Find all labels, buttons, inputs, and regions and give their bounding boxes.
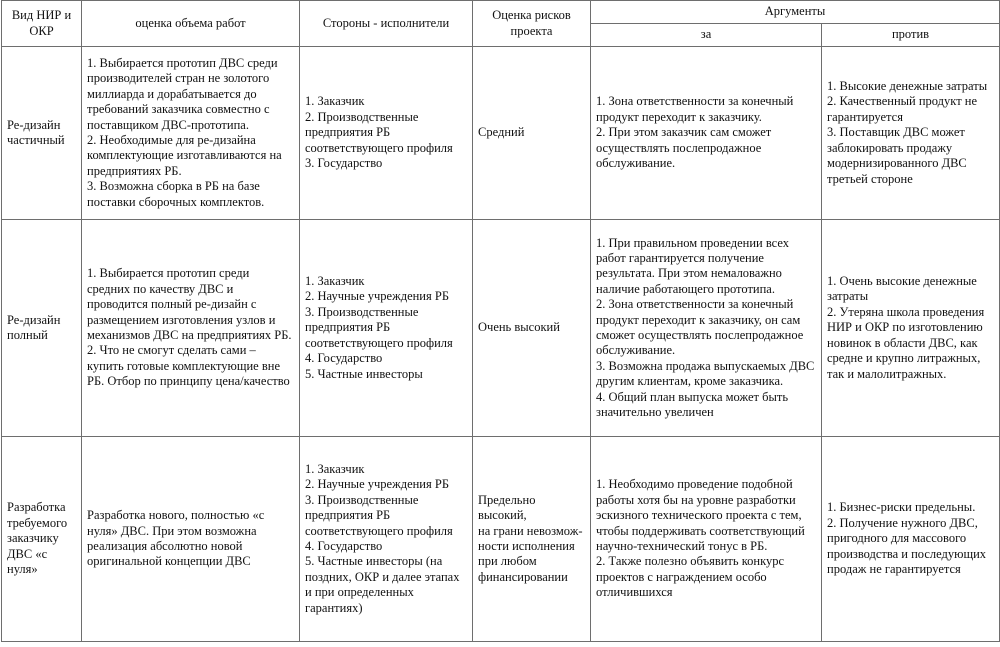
cell-paragraph: 1. Заказчик xyxy=(305,274,365,289)
type-cell xyxy=(2,437,82,642)
cell-paragraph: 2. При этом заказчик сам сможет осуществлять послепродажное обслуживание. xyxy=(596,125,772,171)
cell-paragraph: 2. Зона ответственности за конечный продукт переходит к заказчику, он сам сможет осуществлять послепродажное обслуживание. xyxy=(596,297,804,358)
for-cell xyxy=(591,220,822,437)
against-cell xyxy=(822,47,1000,220)
cell-paragraph: 1. Выбирается прототип ДВС среди производителей стран не золотого миллиарда и дорабатывается до требований заказчика совместно с поставщиком ДВС-прототипа. xyxy=(87,55,278,132)
cell-paragraph: 2. Научные учреждения РБ xyxy=(305,289,450,304)
cell-paragraph: 2. Что не смогут сделать сами – купить готовые комплектующие вне РБ. Отбор по принципу цена/качество xyxy=(87,343,290,389)
cell-paragraph: Предельно высокий, xyxy=(478,492,536,523)
table-row xyxy=(2,47,1000,220)
header-against: против xyxy=(822,24,1000,47)
header-for: за xyxy=(591,24,822,47)
cell-paragraph: Ре-дизайн полный xyxy=(7,312,61,342)
cell-paragraph: 1. Очень высокие денежные затраты xyxy=(827,274,977,304)
header-arguments: Аргументы xyxy=(591,1,1000,24)
header-risk: Оценка рисков проекта xyxy=(473,1,591,47)
cell-paragraph: 4. Государство xyxy=(305,351,383,366)
header-scope: оценка объема работ xyxy=(82,1,300,47)
cell-paragraph: 3. Возможна сборка в РБ на базе поставки сборочных комплектов. xyxy=(87,179,265,209)
cell-paragraph: Разработка требуемого заказчику ДВС «с нуля» xyxy=(7,500,68,577)
cell-paragraph: Средний xyxy=(478,125,525,140)
cell-paragraph: 3. Возможна продажа выпускаемых ДВС другим клиентам, кроме заказчика. xyxy=(596,358,815,389)
cell-paragraph: 1. Выбирается прототип среди средних по качеству ДВС и проводится полный ре-дизайн с размещением изготовления узлов и механизмов ДВС на предприятиях РБ. xyxy=(87,266,292,342)
cell-paragraph: 2. Производственные предприятия РБ соответствующего профиля xyxy=(305,109,453,155)
header-parties: Стороны - исполнители xyxy=(300,1,473,47)
cell-paragraph: на грани невозмож-ности исполнения при любом финансировании xyxy=(478,523,583,584)
cell-paragraph: 5. Частные инвесторы (на поздних, ОКР и далее этапах и при определенных гарантиях) xyxy=(305,554,460,615)
cell-paragraph: 1. Заказчик xyxy=(305,461,365,476)
cell-paragraph: Ре-дизайн частичный xyxy=(7,117,65,147)
parties-cell xyxy=(300,220,473,437)
for-cell xyxy=(591,437,822,642)
type-cell xyxy=(2,47,82,220)
scope-cell xyxy=(82,220,300,437)
type-cell xyxy=(2,220,82,437)
cell-paragraph: 4. Государство xyxy=(305,539,383,553)
cell-paragraph: 2. Утеряна школа проведения НИР и ОКР по изготовлению новинок в области ДВС, как средне и крупно литражных, так и малолитражных. xyxy=(827,304,985,381)
cell-paragraph: Очень высокий xyxy=(478,320,560,335)
cell-paragraph: 4. Общий план выпуска может быть значительно увеличен xyxy=(596,389,789,420)
cell-paragraph: 1. Необходимо проведение подобной работы хотя бы на уровне разработки эскизного технического проекта с тем, чтобы поддерживать соответствующий научно-технический тонус в РБ. xyxy=(596,477,805,553)
header-row xyxy=(2,1,1000,24)
cell-paragraph: Разработка нового, полностью «с нуля» ДВС. При этом возможна реализация абсолютно новой оригинальной концепции ДВС xyxy=(87,508,265,569)
cell-paragraph: 5. Частные инвесторы xyxy=(305,366,423,381)
cell-paragraph: 1. Зона ответственности за конечный продукт переходит к заказчику. xyxy=(596,94,794,124)
cell-paragraph: 3. Поставщик ДВС может заблокировать продажу модернизированного ДВС третьей стороне xyxy=(827,125,967,186)
table-row xyxy=(2,437,1000,642)
cell-paragraph: 2. Получение нужного ДВС, пригодного для массового производства и последующих продаж не гарантируется xyxy=(827,515,987,577)
header-type: Вид НИР и ОКР xyxy=(2,1,82,47)
for-cell xyxy=(591,47,822,220)
cell-paragraph: 3. Государство xyxy=(305,156,383,171)
cell-paragraph: 1. Заказчик xyxy=(305,94,365,109)
risk-cell xyxy=(473,47,591,220)
risk-cell xyxy=(473,437,591,642)
cell-paragraph: 1. Высокие денежные затраты xyxy=(827,79,988,94)
parties-cell xyxy=(300,437,473,642)
cell-paragraph: 1. Бизнес-риски предельны. xyxy=(827,500,976,515)
research-types-table xyxy=(1,0,1000,642)
cell-paragraph: 1. При правильном проведении всех работ гарантируется получение результата. При этом немаловажно наличие работающего прототипа. xyxy=(596,235,790,296)
cell-paragraph: 2. Также полезно объявить конкурс проектов с награждением особо отличившихся xyxy=(596,554,785,600)
scope-cell xyxy=(82,47,300,220)
table-row xyxy=(2,220,1000,437)
cell-paragraph: 2. Качественный продукт не гарантируется xyxy=(827,94,978,124)
cell-paragraph: 2. Научные учреждения РБ xyxy=(305,477,450,492)
risk-cell xyxy=(473,220,591,437)
scope-cell xyxy=(82,437,300,642)
cell-paragraph: 3. Производственные предприятия РБ соответствующего профиля xyxy=(305,492,453,538)
cell-paragraph: 2. Необходимые для ре-дизайна комплектующие изготавливаются на предприятиях РБ. xyxy=(87,133,282,178)
parties-cell xyxy=(300,47,473,220)
against-cell xyxy=(822,437,1000,642)
cell-paragraph: 3. Производственные предприятия РБ соответствующего профиля xyxy=(305,304,453,350)
against-cell xyxy=(822,220,1000,437)
